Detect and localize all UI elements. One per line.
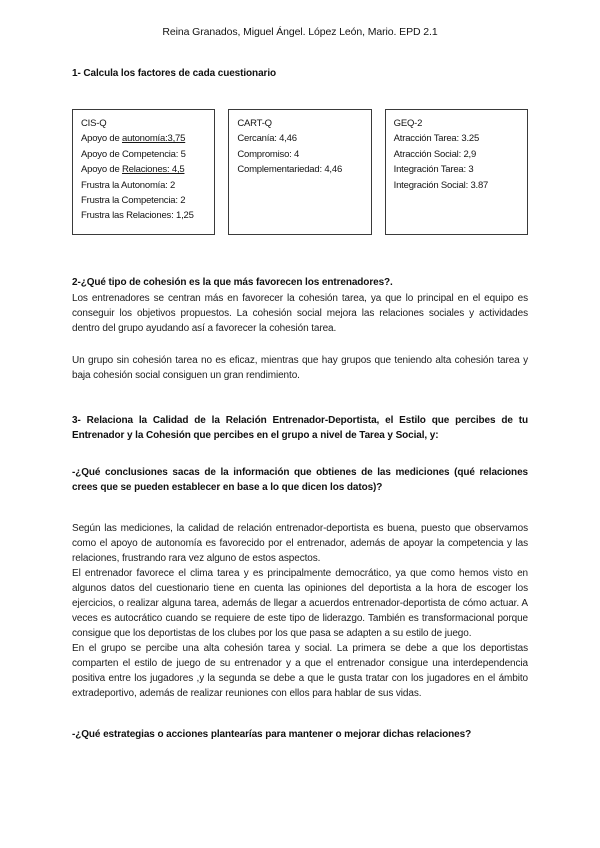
document-header: Reina Granados, Miguel Ángel. López León, Mario. EPD 2.1 — [162, 26, 438, 38]
paragraph-mediciones: Según las mediciones, la calidad de relación entrenador-deportista es buena, puesto que observamos como el apoyo de autonomía es favorecido por el entrenador, además de apoyar la competencia y las relaciones, frustrando rara vez alguno de estos aspectos. — [72, 522, 528, 564]
factor-line-underlined: autonomía:3,75 — [121, 133, 186, 145]
factor-line-underlined: Relaciones: 4,5 — [121, 164, 185, 176]
factor-line: Compromiso: 4 — [237, 148, 300, 160]
factor-line: Atracción Social: 2,9 — [393, 148, 477, 160]
factor-line: Cercanía: 4,46 — [237, 133, 297, 145]
factor-line: Complementariedad: 4,46 — [237, 164, 343, 176]
factor-line — [81, 131, 206, 146]
factor-line: Integración Tarea: 3 — [393, 164, 474, 176]
box-title-geq-2: GEQ-2 — [393, 118, 423, 129]
paragraph-cohesion-1: Los entrenadores se centran más en favorecer la cohesión tarea, ya que lo principal en el equipo es conseguir los objetivos propuestos. La cohesión social mejora las relaciones sociales y actividades dentro del grupo ayudando así a favorecer la cohesión tarea. — [72, 292, 528, 334]
factor-line: Frustra las Relaciones: 1,25 — [81, 210, 194, 222]
factor-line-text: Apoyo de — [81, 164, 122, 176]
factor-line — [81, 162, 206, 177]
factor-line: Atracción Tarea: 3.25 — [393, 133, 480, 145]
paragraph-grupo: En el grupo se percibe una alta cohesión tarea y social. La primera se debe a que los deportistas comparten el estilo de juego de su entrenador y a que el entrenador consigue una interdependencia positiva entre los jugadores ,y la segunda se debe a que le gusta tratar con los jugadores en el ámbito extradeportivo, además de realizar reuniones con ellos para hablar de sus vidas. — [72, 642, 528, 699]
section2-heading: 2-¿Qué tipo de cohesión es la que más favorecen los entrenadores?. — [72, 276, 393, 288]
paragraph-entrenador: El entrenador favorece el clima tarea y es principalmente democrático, ya que como hemos visto en algunos datos del cuestionario tiene en cuenta las opiniones del deportista a la hora de escoger los ejercicios, o realizar alguna tarea, además de llegar a acuerdos entrenador-deportista de cómo actuar. A veces es autocrático cuando se requiere de este tipo de liderazgo. También es transformacional porque consigue que los deportistas de los clubes por los que pasa se adapten a su estilo de juego. — [72, 567, 528, 639]
section3-question-estrategias: -¿Qué estrategias o acciones plantearías para mantener o mejorar dichas relaciones? — [72, 728, 472, 740]
questionnaire-box-cart-q — [228, 109, 371, 235]
section1-heading: 1- Calcula los factores de cada cuestionario — [72, 68, 277, 79]
factor-line: Apoyo de Competencia: 5 — [81, 148, 186, 160]
factor-line: Integración Social: 3.87 — [393, 179, 489, 191]
questionnaire-boxes-row — [72, 109, 528, 235]
factor-line-text: Apoyo de — [81, 133, 122, 145]
questionnaire-box-geq-2 — [385, 109, 528, 235]
section3-heading: 3- Relaciona la Calidad de la Relación Entrenador-Deportista, el Estilo que percibes de tu Entrenador y la Cohesión que percibes en el grupo a nivel de Tarea y Social, y: — [72, 414, 528, 441]
box-title-cis-q: CIS-Q — [81, 118, 107, 129]
factor-line: Frustra la Autonomía: 2 — [81, 179, 176, 191]
paragraph-cohesion-2: Un grupo sin cohesión tarea no es eficaz, mientras que hay grupos que teniendo alta cohesión tarea y baja cohesión social consiguen un gran rendimiento. — [72, 354, 528, 381]
factor-line: Frustra la Competencia: 2 — [81, 194, 186, 206]
section3-question-conclusions: -¿Qué conclusiones sacas de la información que obtienes de las mediciones (qué relaciones crees que se pueden establecer en base a lo que dicen los datos)? — [72, 466, 528, 493]
questionnaire-box-cis-q — [72, 109, 215, 235]
box-title-cart-q: CART-Q — [237, 118, 272, 129]
